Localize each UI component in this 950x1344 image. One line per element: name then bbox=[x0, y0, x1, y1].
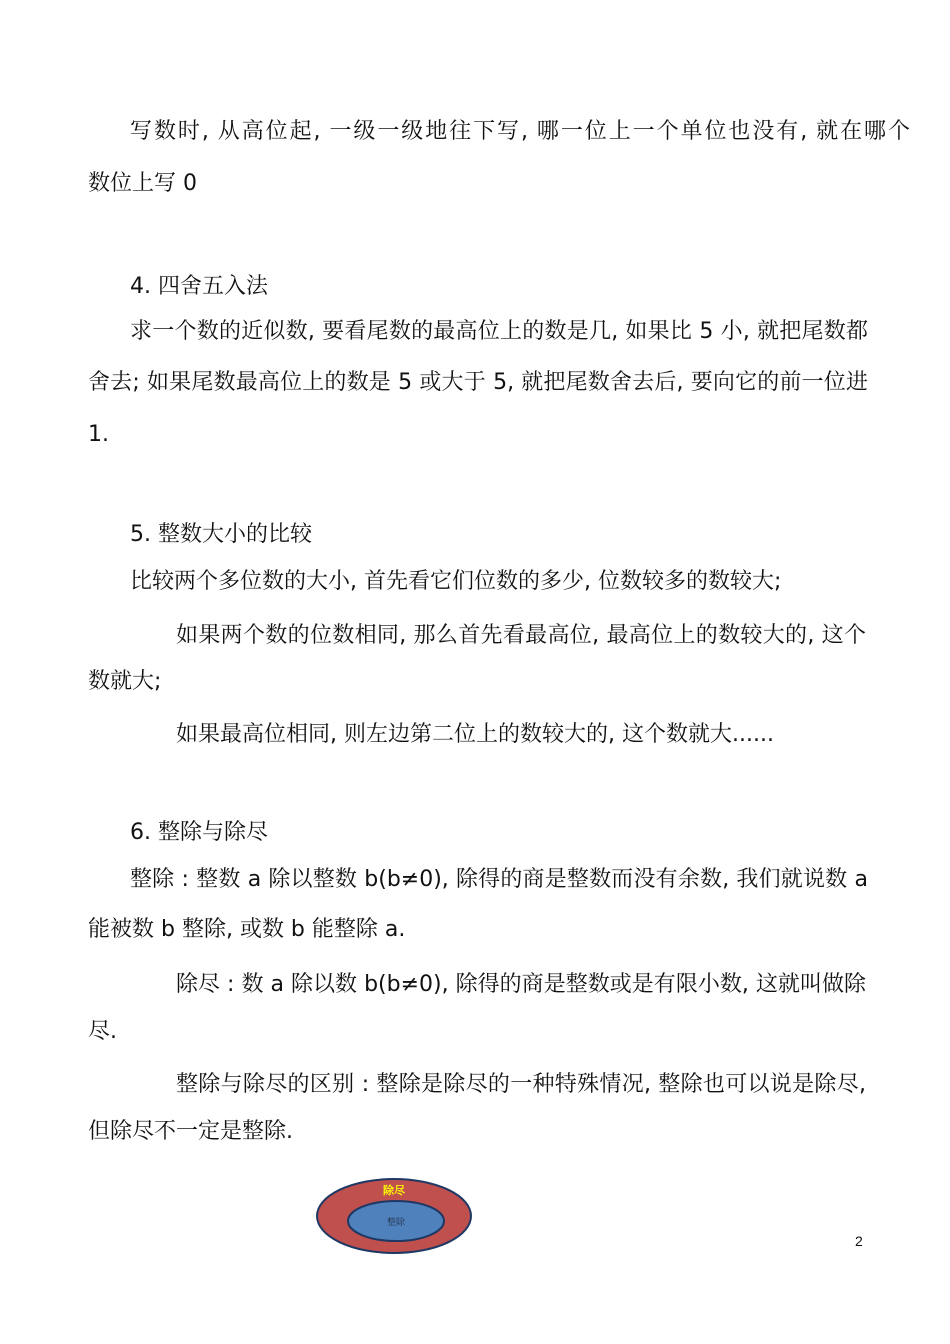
section6-line5: 整除与除尽的区别 : 整除是除尽的一种特殊情况, 整除也可以说是除尽, bbox=[176, 1072, 866, 1097]
inner-ellipse-label: 整除 bbox=[386, 1218, 406, 1228]
page-number: 2 bbox=[855, 1233, 863, 1249]
section6-line4: 尽. bbox=[88, 1019, 117, 1044]
section4-line3: 1. bbox=[88, 422, 109, 447]
section5-line4: 如果最高位相同, 则左边第二位上的数较大的, 这个数就大...... bbox=[176, 722, 774, 747]
section5-line3: 数就大; bbox=[88, 669, 162, 694]
section4-heading: 4. 四舍五入法 bbox=[130, 274, 268, 299]
section4-line1: 求一个数的近似数, 要看尾数的最高位上的数是几, 如果比 5 小, 就把尾数都 bbox=[130, 319, 868, 344]
section6-line6: 但除尽不一定是整除. bbox=[88, 1119, 293, 1144]
section4-line2: 舍去; 如果尾数最高位上的数是 5 或大于 5, 就把尾数舍去后, 要向它的前一位进 bbox=[88, 370, 868, 395]
section5-line1: 比较两个多位数的大小, 首先看它们位数的多少, 位数较多的数较大; bbox=[130, 569, 782, 594]
section6-line1: 整除 : 整数 a 除以整数 b(b≠0), 除得的商是整数而没有余数, 我们就说数 a bbox=[130, 867, 868, 892]
section6-line2: 能被数 b 整除, 或数 b 能整除 a. bbox=[88, 917, 406, 942]
section5-heading: 5. 整数大小的比较 bbox=[130, 522, 312, 547]
divisibility-diagram bbox=[315, 1177, 475, 1257]
section3-line2: 数位上写 0 bbox=[88, 171, 197, 196]
section6-line3: 除尽 : 数 a 除以数 b(b≠0), 除得的商是整数或是有限小数, 这就叫做除 bbox=[176, 972, 866, 997]
outer-ellipse-label: 除尽 bbox=[383, 1184, 405, 1197]
section6-heading: 6. 整除与除尽 bbox=[130, 820, 268, 845]
section3-line1: 写数时, 从高位起, 一级一级地往下写, 哪一位上一个单位也没有, 就在哪个 bbox=[130, 119, 910, 144]
section5-line2: 如果两个数的位数相同, 那么首先看最高位, 最高位上的数较大的, 这个 bbox=[176, 623, 866, 648]
